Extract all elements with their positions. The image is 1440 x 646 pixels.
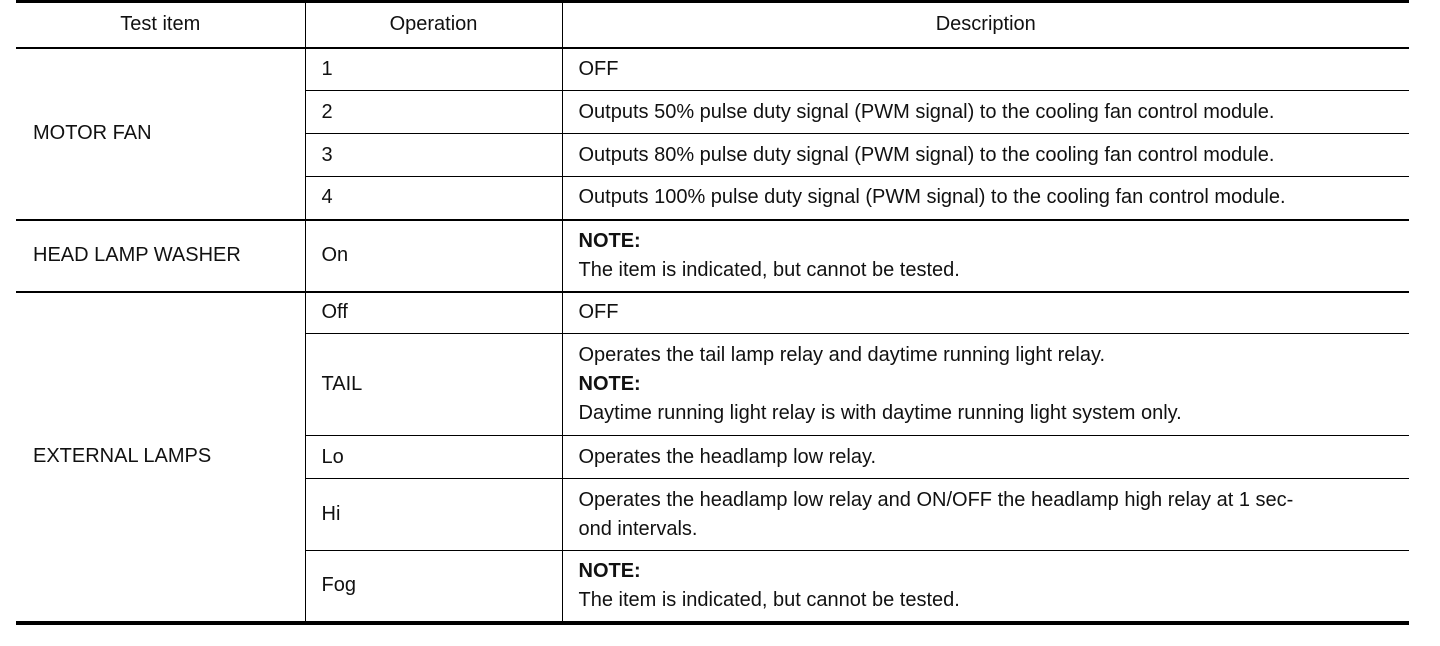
note-label: NOTE: xyxy=(578,559,641,582)
operation-cell: 2 xyxy=(305,91,562,134)
description-text: Outputs 50% pulse duty signal (PWM signal) to the cooling fan control module. xyxy=(578,100,1275,123)
operation-cell: Off xyxy=(305,292,562,334)
description-cell xyxy=(562,48,1409,91)
description-cell xyxy=(562,292,1409,334)
note-label: NOTE: xyxy=(578,229,641,252)
description-cell xyxy=(562,91,1409,134)
test-item-cell: MOTOR FAN xyxy=(16,48,305,220)
operation-cell: 3 xyxy=(305,134,562,177)
header-description: Description xyxy=(562,2,1409,48)
description-text: The item is indicated, but cannot be tested. xyxy=(578,258,960,281)
description-cell xyxy=(562,220,1409,292)
description-text: Operates the tail lamp relay and daytime running light relay. xyxy=(578,344,1106,366)
note-label: NOTE: xyxy=(578,373,641,395)
table-header xyxy=(16,2,1409,48)
description-cell xyxy=(562,334,1409,436)
description-text: The item is indicated, but cannot be tested. xyxy=(578,588,960,611)
operation-cell: Fog xyxy=(305,551,562,623)
test-item-cell: EXTERNAL LAMPS xyxy=(16,292,305,623)
description-cell xyxy=(562,551,1409,623)
test-item-cell: HEAD LAMP WASHER xyxy=(16,220,305,292)
description-text: OFF xyxy=(578,57,619,80)
operation-cell: 1 xyxy=(305,48,562,91)
header-row xyxy=(16,2,1409,48)
operation-cell: 4 xyxy=(305,177,562,220)
description-text: OFF xyxy=(578,301,619,324)
table-row xyxy=(16,220,1409,292)
table-row xyxy=(16,48,1409,91)
test-item-table-container xyxy=(16,0,1409,625)
description-cell xyxy=(562,177,1409,220)
description-cell xyxy=(562,134,1409,177)
description-text: Operates the headlamp low relay and ON/OFF the headlamp high relay at 1 sec- xyxy=(578,488,1294,511)
operation-cell: Hi xyxy=(305,479,562,551)
description-text: Outputs 80% pulse duty signal (PWM signal) to the cooling fan control module. xyxy=(578,143,1275,166)
description-text: ond intervals. xyxy=(578,517,698,540)
active-test-table xyxy=(16,0,1409,625)
operation-cell: TAIL xyxy=(305,334,562,436)
description-text: Outputs 100% pulse duty signal (PWM signal) to the cooling fan control module. xyxy=(578,186,1286,209)
note-text: Daytime running light relay is with daytime running light system only. xyxy=(578,402,1182,424)
description-text: Operates the headlamp low relay. xyxy=(578,445,877,468)
operation-cell: On xyxy=(305,220,562,292)
operation-cell: Lo xyxy=(305,436,562,479)
header-operation: Operation xyxy=(305,2,562,48)
description-cell xyxy=(562,479,1409,551)
table-body xyxy=(16,48,1409,623)
table-row xyxy=(16,292,1409,334)
description-cell xyxy=(562,436,1409,479)
header-test-item: Test item xyxy=(16,2,305,48)
